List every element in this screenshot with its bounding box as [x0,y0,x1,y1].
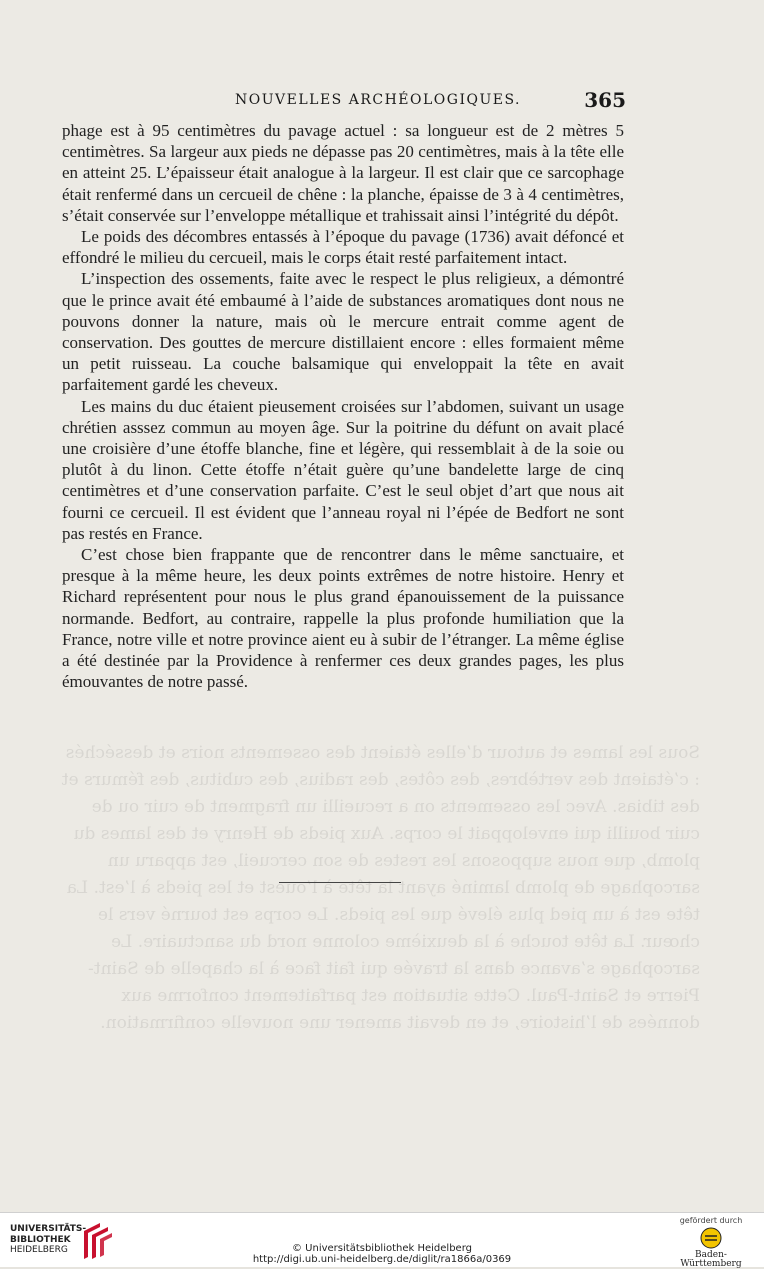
sponsor-label: gefördert durch [679,1216,743,1225]
paragraph: L’inspection des ossements, faite avec le respect le plus religieux, a démontré que le prince avait été embaumé à l’aide de substances aromatiques dont nous ne pouvons donner la nature, mais où le mercure entrait comme agent de conservation. Des gouttes de mercure distillaient encore : elles formaient même un petit ruisseau. La couche balsamique qui enveloppait la tête en avait parfaitement gardé les cheveux. [62,269,624,395]
article-text [62,120,624,692]
paragraph: Les mains du duc étaient pieusement croisées sur l’abdomen, suivant un usage chrétien asssez commun au moyen âge. Sur la poitrine du défunt on avait placé une croisière d’une étoffe blanche, fine et légère, qui ressemblait à de la soie ou plutôt à du linon. Cette étoffe n’était guère qu’une bandelette large de cinq centimètres et d’une conservation parfaite. C’est le seul objet d’art que nous ait fourni ce cercueil. Il est évident que l’anneau royal ni l’épée de Bedfort ne sont pas restés en France. [62,396,624,543]
sponsor-name: Baden-Württemberg [680,1250,742,1269]
library-name-line: BIBLIOTHEK [10,1234,71,1245]
paragraph: phage est à 95 centimètres du pavage actuel : sa longueur est de 2 mètres 5 centimètres. Sa largeur aux pieds ne dépasse pas 20 centimètres, mais à la tête elle en atteint 25. L’épaisseur était analogue à la largeur. Il est clair que ce sarcophage était renfermé dans un cercueil de chêne : la planche, épaisse de 3 à 4 centimètres, s’était conservée sur l’enveloppe métallique et trahissait ainsi l’intégrité du dépôt. [62,121,624,225]
paragraph: Le poids des décombres entassés à l’époque du pavage (1736) avait défoncé et effondré le milieu du cercueil, mais le corps était resté parfaitement intact. [62,227,624,268]
sponsor[interactable] [666,1216,756,1269]
library-name-line: UNIVERSITÄTS- [10,1224,87,1234]
viewer-footer [0,1212,764,1267]
bleed-through-texture: Sous les lames et autour d’elles étaient des ossements noirs et desséchés : c’étaient des vertèbres, des côtes, des radius, des cubitus, des fémurs et des tibias. Avec les ossements on a recueilli un fragment de cuir ou de cuir bouilli qui enveloppait le corps. Aux pieds de Henry et des lames du plomb, que nous supposons les restes de son cercueil, est apparu un sarcophage de plomb laminé ayant la tête à l’ouest et les pieds à l’est. La tête est à un pied plus élevé que les pieds. Le corps est tourné vers le chœur. La tête touche à la deuxième colonne nord du sanctuaire. Le sarcophage s’avance dans la travée qui fait face à la chapelle de Saint-Pierre et Saint-Paul. Cette situation est parfaitement conforme aux données de l’histoire, et en devait amener une nouvelle confirmation. [61,743,700,1033]
paragraph: C’est chose bien frappante que de rencontrer dans le même sanctuaire, et presque à la même heure, les deux points extrêmes de notre histoire. Henry et Richard représentent pour nous le plus grand épanouissement de la puissance normande. Bedfort, au contraire, rappelle la plus profonde humiliation que la France, notre ville et notre province aient eu à subir de l’étranger. La même église a été destinée par la Providence à renfermer ces deux grandes pages, les plus émouvantes de notre passé. [62,545,624,692]
running-title: NOUVELLES ARCHÉOLOGIQUES. [235,92,522,108]
library-name-line: HEIDELBERG [10,1245,68,1255]
permalink[interactable]: http://digi.ub.uni-heidelberg.de/diglit/ra1866a/0369 [252,1254,512,1265]
section-divider [279,882,401,883]
footer-credits [0,1243,764,1265]
page-number: 365 [584,88,626,112]
copyright-text: © Universitätsbibliothek Heidelberg [291,1243,472,1254]
baden-wuerttemberg-crest-icon [700,1227,722,1249]
page-header [60,88,630,114]
